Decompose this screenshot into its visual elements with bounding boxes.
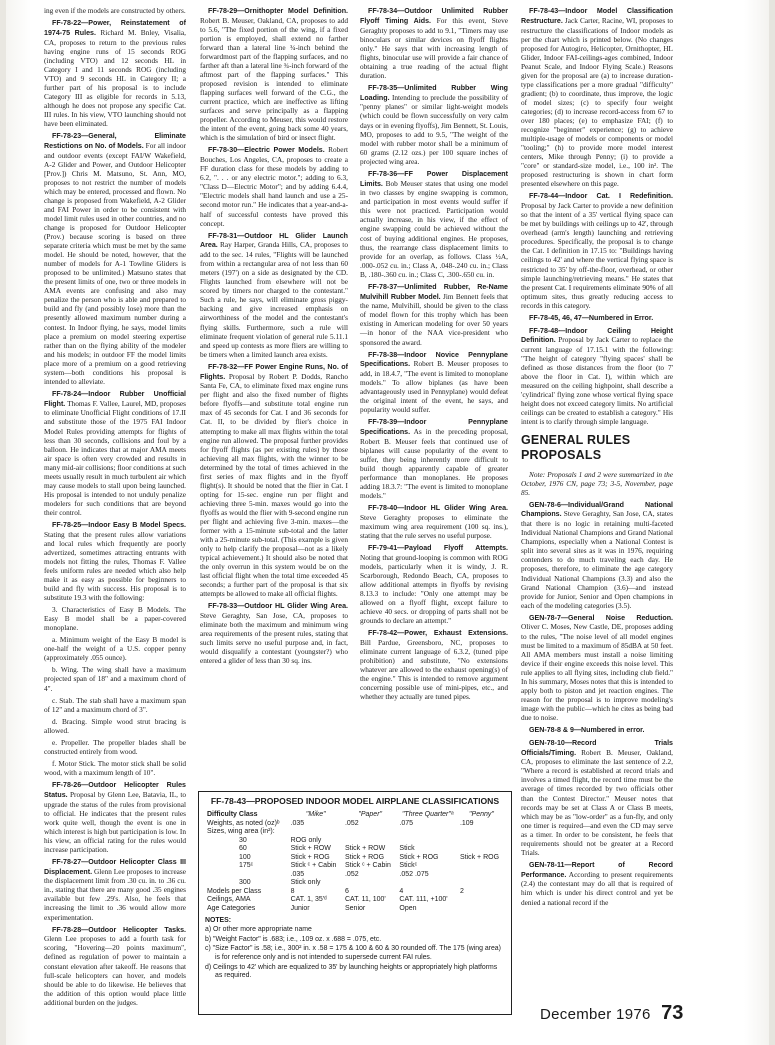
table-row-label: 60 <box>239 845 247 853</box>
table-cell: 8 <box>290 887 295 895</box>
paragraph-text: Bob Meuser states that using one model in two classes by engine swapping is common, and participation in most events would suffer if this were not practiced. Participation would actually increase, in his view, if the effect of engine swapping could be achieved without the cost of buying additional engines. He proposes, thus, the rearrange class displacement limits to provide for an overlap, as follows. Class ½A, .000-.052 cu. in.; Class A, .048-.240 cu. in.; Class B, .180-.360 cu. in.; Class C, .300-.650 cu. in. <box>360 178 508 279</box>
paragraph <box>360 282 508 347</box>
general-rules-note: Note: Proposals 1 and 2 were summarized in the October, 1976 CN, page 73; 3-5, November, page 85. <box>521 469 673 497</box>
table-cell <box>458 896 505 905</box>
paragraph <box>360 169 508 279</box>
proposal-heading: FF-78-23—General, Eliminate Restictions on No. of Models. <box>44 132 186 150</box>
paragraph <box>521 191 673 309</box>
table-cell <box>458 837 505 846</box>
paragraph <box>200 6 348 142</box>
paragraph <box>200 362 348 599</box>
proposal-heading: GEN-78-7—General Noise Reduction. <box>529 613 673 622</box>
proposal-heading: FF-78-43—Indoor Model Classification Restructure. <box>521 7 673 25</box>
paragraph <box>44 18 186 128</box>
classification-notes <box>205 917 505 980</box>
paragraph-text: Proposal by Robert P. Dodds, Rancho Santa Fe, CA, to eliminate fixed max engine runs per flight and also the fixed number of flights before flyoffs—and substitute total engine run max of 45 seconds for Cat. I and 36 seconds for Cat. II, to be divided by flier's choice in attempting to make all max flights within the total engine run allowed. The proposal further provides for flyoff flights (as per existing rules) by those achieving all max flights, with the winner to be determined by the total of times achieved in the first series of max flights and in the flyoff flight(s). It should be noted that the flier in Cat. I opting for 15-sec. engine run per flight and achieving three 5-min. maxes would go into the flyoffs as would the flier with 9-second engine run per flight and achieving five 3-min. maxes—the former with a 15-minute sub-total and the latter with a 25-minute sub-total. (This example is given only to help clarify the proposal—not as a likely typical achievement.) It should also be noted that the only overrun in this system would be on the last official flight when the total time exceeded 45 seconds; a further part of the proposal is that six attempts be allowed to make all official flights. <box>200 371 348 599</box>
paragraph <box>360 350 508 415</box>
table-cell: .075 <box>399 819 414 827</box>
table-header-row <box>205 811 505 820</box>
paragraph <box>521 738 673 857</box>
column-4-paragraphs <box>521 6 673 427</box>
proposal-heading: FF-78-36—FF Power Displacement Limits. <box>360 169 508 188</box>
table-cell: Stick <box>399 845 415 853</box>
classification-table-title: FF-78-43—PROPOSED INDOOR MODEL AIRPLANE CLASSIFICATIONS <box>210 796 500 806</box>
text-column-3 <box>360 6 508 702</box>
proposal-heading: GEN-78-6—Individual/Grand National Champions. <box>521 500 673 519</box>
table-row-label: Sizes, wing area (in²): <box>207 828 275 836</box>
proposal-heading: FF-78-42—Power, Exhaust Extensions. <box>368 629 508 638</box>
paragraph <box>44 635 186 662</box>
table-cell: .052 <box>344 870 359 878</box>
table-column-header: "Paper" <box>358 811 383 818</box>
general-rules-paragraphs <box>521 500 673 907</box>
table-cell: .109 <box>459 819 474 827</box>
table-cell <box>458 828 505 837</box>
paragraph <box>44 696 186 714</box>
table-cell: CAT. 111, +100' <box>399 896 448 904</box>
table-cell <box>458 845 505 854</box>
paragraph-text: c. Stab. The stab shall have a maximum span of 12" and a maximum chord of 3". <box>44 695 186 714</box>
table-cell <box>458 871 505 880</box>
page-number: 73 <box>661 1002 684 1024</box>
table-cell: Stick + ROW <box>290 845 331 853</box>
table-row-label: 30 <box>239 836 247 844</box>
paragraph <box>44 520 186 602</box>
paragraph-text: a. Minimum weight of the Easy B model is one-half the weight of a U.S. copper penny (approximately .055 ounce). <box>44 635 186 663</box>
paragraph-text: Steve Geraghty, San Jose, CA, proposes to eliminate both the maximum and minimum wing area requirements of the present rules, stating that such limits serve no useful purpose and, in fact, would disqualify a contestant (youngster?) who entered a glider of less than 30 sq. ins. <box>200 611 348 666</box>
paragraph <box>521 725 673 735</box>
paragraph-text: Jim Bennett feels that the name, Mulvihill, should be given to the class of model flown for this trophy which has been existing in American modeling for over 50 years—in honor of the NAA vice-president who sponsored the award. <box>360 291 508 347</box>
proposal-heading: FF-78-29—Ornithopter Model Definition. <box>208 7 348 15</box>
table-cell: Stick ᶜ + Cabin <box>290 862 337 870</box>
proposal-heading: FF-78-31—Outdoor HL Glider Launch Area. <box>200 231 348 250</box>
notes-list <box>205 926 505 981</box>
page-edge-right <box>769 0 775 1045</box>
proposal-heading: FF-78-34—Outdoor Unlimited Rubber Flyoff Timing Aids. <box>360 7 508 25</box>
proposal-heading: FF-78-22—Power, Reinstatement of 1974-75 Rules. <box>44 19 186 37</box>
general-rules-heading: GENERAL RULES PROPOSALS <box>521 432 631 463</box>
paragraph-text: e. Propeller. The propeller blades shall be constructed entirely from wood. <box>44 737 186 756</box>
proposal-heading: FF-78-33—Outdoor HL Glider Wing Area. <box>208 602 348 611</box>
paragraph <box>521 500 673 610</box>
table-cell: Senior <box>344 904 366 912</box>
paragraph <box>200 231 348 359</box>
table-cell <box>397 879 458 888</box>
paragraph-text: ing even if the models are constructed by others. <box>44 6 186 15</box>
paragraph-text: Jack Carter, Racine, WI, proposes to restructure the classifications of Indoor models as per the chart which is printed below. (No changes proposed for Autogiro, Helicopter, Ornithopter, HL Glider, Indoor FAI-ceilings-ages combined, Indoor Peanut Scale, and Indoor Flying Scale.) Reasons given for the proposal are (a) to increase duration-type classifications per a more gradual "difficulty" gradient; (b) to coordinate, thus improve, the logic of model sizes; (c) to specify four weight categories; (d) to increase record-access from 67 to over 180 places; (e) to emphasize FAI; (f) to recognize "beginner" experience; (g) to achieve multiple-usage of models or components or model "tooling;" (h) to provide more model interest centers, Mike through Penny; (i) to provide a "core" or standard-size model, i.e., 100 in². The proposed restructuring is shown in chart form presented elsewhere on this page. <box>521 15 673 189</box>
table-cell <box>289 828 343 837</box>
table-cell: CAT. 11, 100' <box>344 896 386 904</box>
proposal-heading: FF-78-24—Indoor Rubber Unofficial Flight. <box>44 389 186 408</box>
proposal-heading: FF-78-30—Electric Power Models. <box>208 146 325 155</box>
paragraph-text: Robert Bouches, Los Angeles, CA, proposes to create a FF duration class for these models by adding to 6.2, ". . . or any electric motor."; adding to 6.3, "Class D—Electric Motor"; and by adding 6.4.4, "Electric models shall hand launch and use a 25-second motor run." He indicates that a year-and-a-half of successful contests have proved this concept. <box>200 145 348 228</box>
table-row-label: 100 <box>239 853 251 861</box>
issue-date: December 1976 <box>540 1006 651 1023</box>
proposal-heading: FF-78-48—Indoor Ceiling Height Definition. <box>521 326 673 345</box>
paragraph-text: Proposal by Glenn Lee, Batavia, IL, to upgrade the status of the rules from provisional to official. He indicates that the present rules work quite well, though the event is one in which interest is high but participation is low. In his view, an official rating for the rules would increase participation. <box>44 789 186 854</box>
page-footer <box>540 1002 683 1025</box>
table-row-label: 175ᶜ <box>239 862 254 870</box>
paragraph-text: f. Motor Stick. The motor stick shall be solid wood, with a maximum length of 10". <box>44 758 186 777</box>
table-column-header: "Mike" <box>305 811 326 818</box>
paragraph <box>200 145 348 227</box>
table-cell: Open <box>399 904 417 912</box>
table-column-header: "Penny" <box>469 811 494 818</box>
proposal-heading: FF-79-41—Payload Flyoff Attempts. <box>368 544 508 553</box>
table-note: b) "Weight Factor" is .683; i.e., .109 oz. x .688 = .075, etc. <box>205 935 382 943</box>
paragraph-text: b. Wing. The wing shall have a maximum projected span of 18" and a maximum chord of 4". <box>44 665 186 693</box>
proposal-heading: FF-78-32—FF Power Engine Runs, No. of Flights. <box>200 362 348 381</box>
classification-table <box>205 811 505 913</box>
table-cell: .035 <box>290 870 305 878</box>
classification-table-box <box>198 791 512 1015</box>
table-note: c) "Size Factor" is .58; i.e., 300² in. x .58 = 175 & 100 & 60 & 30 rounded off. The 175 (wing area) is for reference only and is not intended to supersede current FAI rules. <box>205 945 501 961</box>
paragraph-text: Ray Harper, Granda Hills, CA, proposes to add to the sec. 14 rules, "Flights will be launched from within a rectangular area of not less than 60 meters (197') on a side as designated by the CD. Flights launched from elsewhere will not be scored by timers nor charged to the contestant." Such a rule, he says, will eliminate gross piggy-backing and give increased emphasis on airworthiness of the model and the contestant's flying skills. Furthermore, such a rule will eliminate frequent violation of general rule 5.11.1 and speed up contests as more fliers are willing to be timers when a limited launch area exists. <box>200 240 348 359</box>
table-cell: Stick + ROG <box>344 853 385 861</box>
text-column-2 <box>200 6 348 781</box>
table-cell <box>397 828 458 837</box>
paragraph-text: Steve Geraghty, San Jose, CA, states that there is no logic in retaining multi-faceted Individual National Champions and Grand National Champions, especially when a National Contest is split into several sites as it was in 1976, requiring contenders to do much traveling each day. He proposes, therefore, to eliminate the age category Individual National Champions (3.3) and also the Grand National Champion (3.6)—and instead provide for Junior, Senior and Open champions in each of the modeling categories (3.5). <box>521 509 673 610</box>
proposal-heading: FF-78-35—Unlimited Rubber Wing Loading. <box>360 83 508 102</box>
table-cell: 4 <box>399 887 404 895</box>
text-column-1 <box>44 6 186 1006</box>
proposal-heading: GEN-78-10—Record Trials Officials/Timing. <box>521 738 673 757</box>
paragraph-text: Stating that the present rules allow variations and local rules which frequently are poorly advertized, sometimes attracting entrants with models not fitting the rules, Thomas F. Vallee feels uniform rules are needed which also help make it as easy as possible for beginners to build and fly with success. His proposal is to substitute 19.3 with the following: <box>44 529 186 603</box>
table-cell: Stick + ROW <box>344 845 386 853</box>
paragraph-text: As in the preceding proposal, Robert B. Meuser feels that continued use of biplanes will cause popularity of the event to suffer, they being inherently more difficult to build though apparently capable of greater performance than monoplanes. He proposes adding 18.3.7: "The event is limited to monoplane models." <box>360 427 508 501</box>
paragraph <box>360 417 508 500</box>
paragraph <box>521 313 673 323</box>
table-cell <box>458 862 505 871</box>
proposal-heading: FF-78-39—Indoor Pennyplane Specifications. <box>360 418 508 437</box>
paragraph-text: Thomas F. Vallee, Laurel, MD, proposes to eliminate Unofficial Flight conditions of 17.II and substitute those of the 1975 FAI Indoor Model Rules providing attempts for flights of less than 30 seconds, collisions and foul by a balloon. He indicates that at major AMA meets air space is often very crowded and results in many mid-air collisions; floor conditions at such meets usually result in much turbulent air which may cause models to stall upon being launched. His proposal is intended to not unduly penalize modelers for such conditions that are beyond their control. <box>44 398 186 517</box>
paragraph-text: 3. Characteristics of Easy B Models. The Easy B model shall be a paper-covered monoplane. <box>44 605 186 633</box>
paragraph-text: Steve Geraghty proposes to eliminate the maximum wing area requirement (100 sq. ins.), stating that the rule serves no useful purpose. <box>360 513 508 541</box>
paragraph-text: Glenn Lee proposes to increase the displacement limit from .30 cu. in. to .36 cu. in., stating that there are many good .35 engines available but few .29's. Also, he feels that increasing the limit to .36 would allow more experimentation. <box>44 866 186 922</box>
paragraph-text: According to present requirements (2.4) the contestant may do all that is required of him which is under his direct control and yet be denied a national record if the <box>521 869 673 907</box>
table-row-label: Ceilings, AMA <box>207 896 251 904</box>
paragraph-text: For all indoor and outdoor events (except FAI/W Wakefield, A-2 Glider and Power, and Outdoor Helicopter [Prov.]) Chris M. Matsuno, St. Ann, MO, proposes to not restrict the number of models which may be entered, processed and flown. No change is proposed from Wakefield, A-2 Glider and FAI Power in order to be consistent with model limit rules used in other countries, and no change is proposed for Outdoor Helicopter (Prov.) because scoring is based on three separate criteria which must be met by the same model. He should be noted, however, that the number of models for A-1 Towline Gliders is proposed to be unlimited.) Matsuno states that the present limits of one, two or three models in AMA events are confusing and also may penalize the person who is able and prepared to build and fly (and possibly lose) more than the presently allowed maximum number during a contest. In Indoor flying, he says, model limits place a premium on model steering expertise rather than on the flying ability of the modeler and his models; in outdoor FF the model limits place more of a premium on a good retrieving system—both conditions his proposal is intended to alleviate. <box>44 140 186 386</box>
paragraph-text: For this event, Steve Geraghty proposes to add to 9.1, "Timers may use binoculars or similar devices on flyoff flights only." He says that with increasing length of flights, binocular use will provide a fair chance of obtaining a true reading of the actual flight duration. <box>360 15 508 80</box>
table-row <box>205 896 505 905</box>
paragraph <box>44 6 186 15</box>
paragraph-text: Robert B. Meuser, Oakland, CA, proposes to add to 5.6, "The fixed portion of the wing, if a fixed portion is employed, shall extend no farther forward than a lateral line ¾-inch behind the forwardmost part of the flapping surfaces, and no farther aft than a lateral line ¾-inch forward of the aftmost part of the flapping surfaces." This proposed revision is intended to eliminate flapping surfaces well forward of the C.G., the current practice, which are ineffective as lifting surfaces and serve principally as a flapping propeller. According to Meuser, this would restore the intent of the event, going back some 40 years, which is the simulation of bird or insect flight. <box>200 15 348 143</box>
proposal-heading: GEN-78-11—Report of Record Performance. <box>521 860 673 879</box>
paragraph <box>44 131 186 386</box>
table-header-label: Difficulty Class <box>207 811 258 818</box>
page-edge-left <box>0 0 6 1045</box>
table-row <box>205 871 505 880</box>
proposal-heading: FF-78-38—Indoor Novice Pennyplane Specifications. <box>360 350 508 369</box>
table-row-label <box>205 871 289 880</box>
paragraph-text: Proposal by Jack Carter to replace the current language of 17.15.1 with the following: "The height of category "flying spaces' shall be defined as those distances from the floor (to 7' above the floor in Cat. I), within which are measured on the ceiling highpoint, shall describe a 'cylindrical' flying zone whose vertical flying space height does not exceed category limits. No artificial ceilings can be created to establish a category." His intent is to clarify through simple language. <box>521 335 673 427</box>
table-cell: Stick + ROG <box>399 853 439 861</box>
table-cell <box>343 837 397 846</box>
paragraph <box>360 543 508 625</box>
proposal-heading: FF-78-28—Outdoor Helicopter Tasks. <box>52 925 186 934</box>
proposal-heading: FF-78-26—Outdoor Helicopter Rules Status. <box>44 780 186 799</box>
table-cell: Stick + ROG <box>290 853 330 861</box>
paragraph-text: Noting that ground-looping is common with ROG models, particularly when it is windy, J. R. Scarborough, Redondo Beach, CA, proposes to allow additional attempts in flyoffs by revising 8.13.3 to include: "Only one attempt may be allowed on a flyoff flight, except failure to achieve 40 secs. or dropping of parts shall not be grounds to declare an attempt." <box>360 552 508 626</box>
table-cell <box>343 828 397 837</box>
paragraph-text: Richard M. Bnley, Visalia, CA, proposes to return to the previous rules having engine runs of 15 seconds ROG (including VTO) and 12 seconds HL in Category I and 11 seconds ROG (including VTO) and 9 seconds HL in Category II; a further part of his proposal is to include Category III as eligible for records in 5.13, although he does not propose any specific Cat. III rules. In his view, VTO launching should not have been eliminated. <box>44 27 186 129</box>
text-column-4 <box>521 6 673 1006</box>
paragraph-text: Robert B. Meuser, Oakland, CA, proposes to eliminate the last sentence of 2.2, "Where a record is established at record trials and involves a timed flight, the record time must be the average of times recorded by two officials other than the Contest Director." Meuser notes that records may be set at Class A or Class B meets, which may be as "low-order" as a fun-fly, and only one timer is required—and even the CD may serve as a timer. In order to be consistent, he feels that requirements should not be greater at a Record Trials. <box>521 747 673 857</box>
paragraph <box>360 83 508 166</box>
paragraph <box>360 6 508 80</box>
paragraph <box>44 389 186 517</box>
table-cell <box>343 879 397 888</box>
table-cell: .052 .075 <box>399 870 429 878</box>
table-cell: Stickᶜ <box>399 862 418 870</box>
table-row <box>205 854 505 863</box>
paragraph <box>200 601 348 665</box>
notes-label: NOTES: <box>205 917 232 925</box>
paragraph <box>521 326 673 427</box>
proposal-heading: GEN-78-8 & 9—Numbered in error. <box>529 725 645 734</box>
paragraph-text: Proposal by Jack Carter to provide a new definition so that the intent of a 35' vertical flying space can be met by buildings with ceilings up to 42', through overhead (arm's length) launching and retrieving procedures. Specifically, the proposal is to change the Cat. I definition in 17.15 to: "Buildings having ceilings to 42' and where the vertical flying space is restricted to 35' by off-the-floor, overhead, or other simple launching/retrieving means." He states that the present Cat. I requirements eliminate 90% of all optimum sites, thus greatly reducing access to records in this category. <box>521 201 673 310</box>
table-row <box>205 845 505 854</box>
paragraph-text: Intending to preclude the possibility of "penny planes" or similar light-weight models (which could be flown successfully on very calm days or in evening flyoffs), Jim Bennett, St. Louis, MO, proposes to add to 9.5, "The weight of the model with rubber motor shall be a minimum of 60 grams (2.12 ozs.) per 100 square inches of projected wing area. <box>360 92 508 166</box>
table-row <box>205 828 505 837</box>
proposal-heading: FF-78-44—Indoor Cat. I Redefinition. <box>529 192 673 201</box>
paragraph-text: d. Bracing. Simple wood strut bracing is allowed. <box>44 716 186 735</box>
paragraph-text: Robert B. Meuser proposes to add, in 18.4.7, "The event is limited to monoplane models." To allow biplanes (as have been advantageously used in Pennyplane) would defeat the original intent of the event, he says, and popularity would suffer. <box>360 359 508 415</box>
paragraph <box>44 605 186 632</box>
table-row-label: Weights, as noted (oz)ᵇ <box>207 819 280 827</box>
table-column-header: "Three Quarter"ᵃ <box>401 811 454 818</box>
paragraph-text: Bill Pardue, Greensboro, NC, proposes to eliminate current language of 6.3.2, (tuned pipe prohibition) and substitute, "No extensions whatever are allowed to the exhaust opening(s) of the engine." This is intended to remove argument concerning possible use of mini-pipes, etc., and whether they actually are tuned pipes. <box>360 638 508 702</box>
table-row <box>205 879 505 888</box>
table-row <box>205 905 505 914</box>
paragraph <box>44 925 186 1007</box>
table-row-label: 300 <box>239 879 251 887</box>
paragraph <box>360 503 508 540</box>
paragraph <box>44 738 186 756</box>
table-cell: ROG only <box>290 836 322 844</box>
table-note: d) Ceilings to 42' which are equalized to 35' by launching heights or appropriately high platforms as required. <box>205 963 498 980</box>
table-cell: CAT. 1, 35'ᵈ <box>290 896 327 904</box>
table-cell: Junior <box>290 904 310 912</box>
paragraph <box>44 759 186 777</box>
table-row <box>205 820 505 829</box>
table-row-label: Models per Class <box>207 887 262 895</box>
paragraph <box>44 780 186 854</box>
table-cell: 6 <box>344 887 349 895</box>
table-row <box>205 888 505 897</box>
table-cell <box>397 837 458 846</box>
table-cell: Stick + ROG <box>459 853 500 861</box>
proposal-heading: FF-78-40—Indoor HL Glider Wing Area. <box>368 504 508 513</box>
table-cell <box>458 905 505 914</box>
table-note: a) Or other more appropriate name <box>205 926 312 933</box>
paragraph <box>521 860 673 907</box>
table-cell: .035 <box>290 819 305 827</box>
paragraph <box>521 613 673 722</box>
proposal-heading: FF-78-45, 46, 47—Numbered in Error. <box>529 313 654 322</box>
table-cell: Stick ᶜ + Cabin <box>344 862 391 870</box>
table-cell <box>458 879 505 888</box>
table-cell: .052 <box>344 819 359 827</box>
paragraph <box>44 857 186 922</box>
table-row <box>205 862 505 871</box>
paragraph-text: Glenn Lee proposes to add a fourth task for scoring, "Hovering—20 points maximum", defined as regulation of power to maintain a constant elevation after takeoff. He reasons that full-scale helicopters can hover, and models should be able to do likewise. He believes that the addition of this option would place little additional burden on the judges. <box>44 934 186 1007</box>
proposal-heading: FF-78-37—Unlimited Rubber, Re-Name Mulvihill Rubber Model. <box>360 282 508 301</box>
proposal-heading: FF-78-25—Indoor Easy B Model Specs. <box>52 520 186 529</box>
proposal-heading: FF-78-27—Outdoor Helicopter Class III Displacement. <box>44 857 186 876</box>
paragraph <box>521 6 673 188</box>
paragraph-text: Oliver C. Moses, New Castle, DE, proposes adding to the rules, "The noise level of all model engines must be limited to a maximum of 85dBA at 50 feet. All AMA members must install a noise limiting device if their engine exceeds this noise level. This rule applies to all flying sites, including club field." In his summary, Moses notes that this is intended to apply both to piston and jet reaction engines. The reason for the proposal is to improve modeling's image with the public—which he cites as being bad due to noise. <box>521 622 673 722</box>
paragraph <box>44 717 186 735</box>
table-row-label: Age Categories <box>207 904 256 912</box>
paragraph <box>44 665 186 692</box>
table-row <box>205 837 505 846</box>
table-cell: Stick only <box>290 879 321 887</box>
paragraph <box>360 628 508 701</box>
table-cell: 2 <box>459 887 464 895</box>
